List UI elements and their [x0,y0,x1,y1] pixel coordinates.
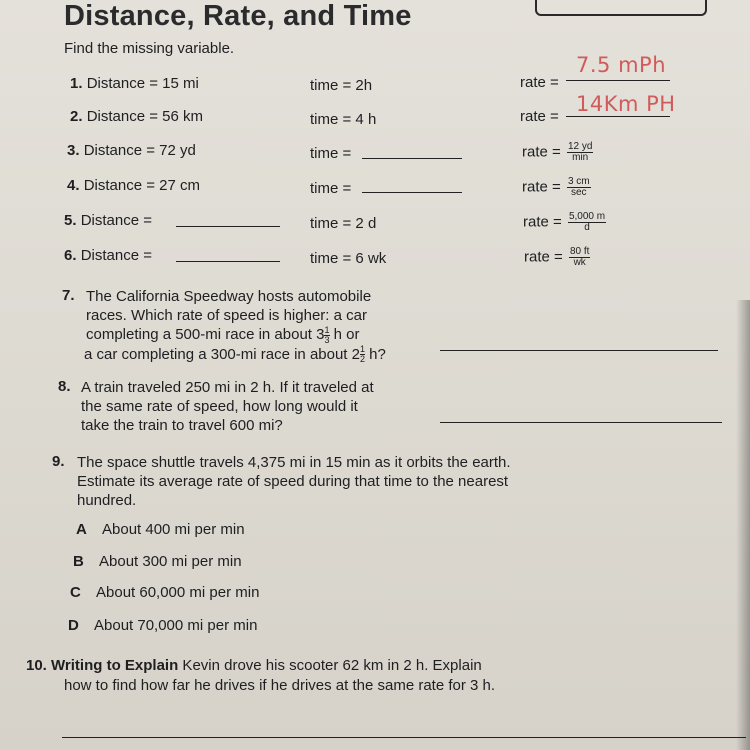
choice-letter: A [76,521,87,538]
handwritten-answer: 7.5 mPh [576,53,667,77]
choice-d[interactable] [68,617,257,634]
problem-8-text [81,378,374,435]
time-text: time = 4 h [310,111,377,128]
fraction-numerator: 1 [359,344,365,355]
fraction-denominator: sec [571,187,587,198]
fraction-numerator: 12 yd [567,141,593,152]
text-line: how to find how far he drives if he drives at the same rate for 3 h. [64,677,496,694]
distance-text: Distance = [80,247,152,264]
text-line: hundred. [77,492,137,509]
rate-label: rate = [522,178,561,196]
answer-line [566,116,670,117]
distance-text: Distance = 56 km [86,108,203,125]
problem-number: 4. [67,177,80,194]
rate-expression [522,177,591,198]
rate-expression [523,212,606,233]
problem-number: 2. [70,108,83,125]
choice-text: About 70,000 mi per min [94,617,258,634]
rate-fraction [568,212,606,233]
answer-line [362,158,462,159]
text-line: races. Which rate of speed is higher: a car [86,307,367,324]
problem-9-text [77,453,511,510]
time-text: time = [310,145,352,162]
choice-text: About 300 mi per min [99,553,242,570]
problem-10-text [26,656,495,696]
problem-7-text [86,287,386,364]
problem-2 [70,108,203,125]
rate-fraction [567,142,593,163]
handwritten-answer: 14Km PH [576,92,676,116]
problem-6 [64,247,152,264]
answer-line [440,422,722,423]
problem-number: 8. [58,378,71,395]
text-line: The California Speedway hosts automobile [86,288,372,305]
rate-label: rate = [520,108,559,125]
choice-letter: B [73,553,84,570]
text-line: Estimate its average rate of speed during that time to the nearest [77,473,509,490]
text-line: take the train to travel 600 mi? [81,417,283,434]
text-span: Kevin drove his scooter 62 km in 2 h. Explain [178,657,482,674]
text-line [84,345,386,365]
fraction-denominator: wk [573,257,586,268]
choice-a[interactable] [76,521,245,538]
rate-expression [522,142,593,163]
time-text: time = 2h [310,77,373,94]
problem-number: 6. [64,247,77,264]
text-line [26,656,495,676]
problem-number: 7. [62,287,75,304]
choice-b[interactable] [73,553,242,570]
problem-number: 1. [70,75,83,92]
fraction-numerator: 5,000 m [568,211,606,222]
answer-line [566,80,670,81]
answer-line [62,737,746,738]
rate-label: rate = [524,248,563,266]
instructions: Find the missing variable. [64,40,235,57]
distance-text: Distance = [80,212,152,229]
fraction-denominator: 2 [359,354,365,365]
answer-line [176,226,280,227]
text-span: completing a 500-mi race in about 3 [86,326,325,343]
problem-1 [70,75,199,92]
fraction-denominator: d [584,222,590,233]
time-text: time = 6 wk [310,250,387,267]
problem-4 [67,177,200,194]
choice-c[interactable] [70,584,259,601]
choice-letter: C [70,584,81,601]
rate-fraction [569,247,590,268]
section-heading: Writing to Explain [51,657,179,674]
time-text: time = [310,180,352,197]
fraction-denominator: 3 [324,334,330,345]
problem-number: 5. [64,212,77,229]
page-title: Distance, Rate, and Time [64,0,412,32]
problem-5 [64,212,152,229]
text-span: h? [365,345,386,363]
problem-number: 9. [52,453,65,470]
distance-text: Distance = 72 yd [83,142,196,159]
fraction-numerator: 1 [324,324,330,335]
rate-label: rate = [520,74,559,91]
text-line: A train traveled 250 mi in 2 h. If it traveled at [81,379,374,396]
distance-text: Distance = 15 mi [86,75,199,92]
problem-3 [67,142,196,159]
fraction-numerator: 3 cm [567,176,590,187]
time-text: time = 2 d [310,215,377,232]
rate-label: rate = [522,143,561,161]
answer-line [362,192,462,193]
text-line: The space shuttle travels 4,375 mi in 15 min as it orbits the earth. [77,454,511,471]
header-box [535,0,707,16]
rate-expression [524,247,590,268]
rate-fraction [567,177,591,198]
text-line: the same rate of speed, how long would it [81,398,358,415]
problem-number: 10. [26,657,47,674]
problem-number: 3. [67,142,80,159]
text-span: a car completing a 300-mi race in about 2 [84,345,360,363]
answer-line [176,261,280,262]
page-edge-shadow [736,300,750,750]
text-line [86,325,386,345]
rate-label: rate = [523,213,562,231]
fraction-numerator: 80 ft [569,246,590,257]
answer-line [440,350,718,351]
distance-text: Distance = 27 cm [83,177,200,194]
choice-text: About 400 mi per min [102,521,245,538]
text-span: h or [329,326,360,343]
choice-text: About 60,000 mi per min [96,584,260,601]
fraction-denominator: min [572,152,589,163]
choice-letter: D [68,617,79,634]
